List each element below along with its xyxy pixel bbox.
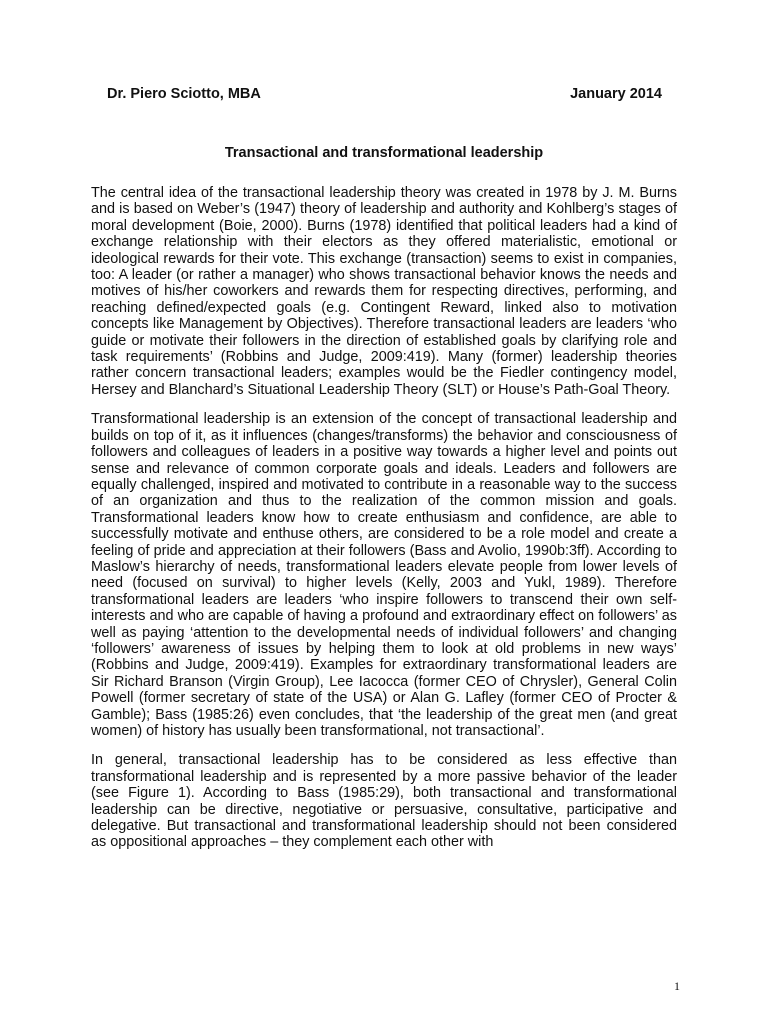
page-number: 1 [674,979,680,993]
document-date: January 2014 [570,86,662,102]
document-title: Transactional and transformational leadership [224,145,544,161]
paragraph-transactional: The central idea of the transactional leadership theory was created in 1978 by J. M. Burns and is based on Weber’s (1947) theory of leadership and authority and Kohlberg’s stages of moral development (Boie, 2000). Burns (1978) identified that political leaders had a kind of exchange relationship with their electors as they offered materialistic, emotional or ideological rewards for their vote. This exchange (transaction) seems to exist in companies, too: A leader (or rather a manager) who shows transactional behavior knows the needs and motives of his/her coworkers and rewards them for respecting directives, performing, and reaching defined/expected goals (e.g. Contingent Reward, linked also to motivation concepts like Management by Objectives). Therefore transactional leaders are leaders ‘who guide or motivate their followers in the direction of established goals by clarifying role and task requirements’ (Robbins and Judge, 2009:419). Many (former) leadership theories rather concern transactional leaders; examples would be the Fiedler contingency model, Hersey and Blanchard’s Situational Leadership Theory (SLT) or House’s Path-Goal Theory. [91,185,677,398]
document-body [91,185,677,864]
paragraph-transformational: Transformational leadership is an extension of the concept of transactional leadership and builds on top of it, as it influences (changes/transforms) the behavior and consciousness of followers and colleagues of leaders in a positive way towards a higher level and points out sense and relevance of common corporate goals and ideals. Leaders and followers are equally challenged, inspired and motivated to contribute in a reasonable way to the success of an organization and thus to the realization of the common mission and goals. Transformational leaders know how to create enthusiasm and confidence, are able to successfully motivate and enthuse others, are considered to be a role model and create a feeling of pride and appreciation at their followers (Bass and Avolio, 1990b:3ff). According to Maslow’s hierarchy of needs, transformational leaders elevate people from lower levels of need (focused on survival) to higher levels (Kelly, 2003 and Yukl, 1989). Therefore transformational leaders are leaders ‘who inspire followers to transcend their own self-interests and who are capable of having a profound and extraordinary effect on followers’ as well as paying ‘attention to the developmental needs of individual followers’ and changing ‘followers’ awareness of issues by helping them to look at old problems in new ways’ (Robbins and Judge, 2009:419). Examples for extraordinary transformational leaders are Sir Richard Branson (Virgin Group), Lee Iacocca (former CEO of Chrysler), General Colin Powell (former secretary of state of the USA) or Alan G. Lafley (former CEO of Procter & Gamble); Bass (1985:26) even concludes, that ‘the leadership of the great men (and great women) of history has usually been transformational, not transactional’. [91,411,677,739]
paragraph-comparison: In general, transactional leadership has to be considered as less effective than transformational leadership and is represented by a more passive behavior of the leader (see Figure 1). According to Bass (1985:29), both transactional and transformational leadership can be directive, negotiative or persuasive, consultative, participative and delegative. But transactional and transformational leadership should not been considered as oppositional approaches – they complement each other with [91,752,677,851]
author-name: Dr. Piero Sciotto, MBA [107,86,261,102]
